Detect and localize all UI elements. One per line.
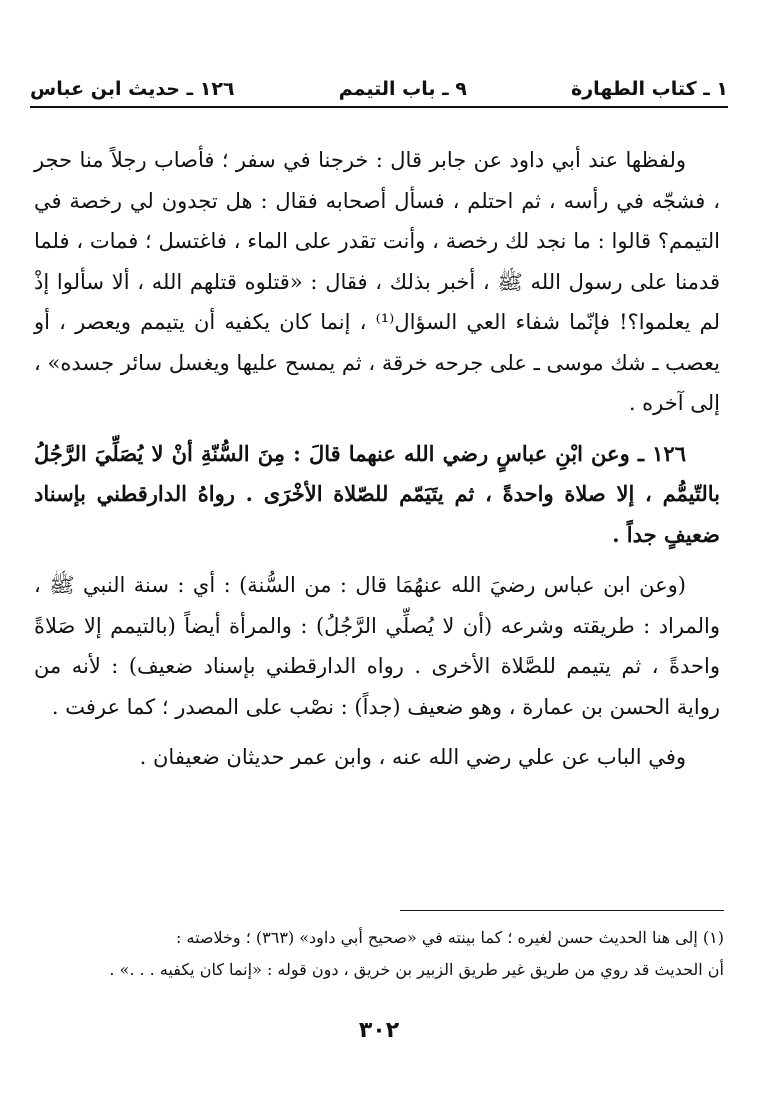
paragraph-hadith-126: ١٢٦ ـ وعن ابْنِ عباسٍ رضي الله عنهما قالَ : مِنَ السُّنّةِ أنْ لا يُصَلِّيَ الرَّجُلُ بالتّيمُّم ، إلا صلاة واحدةً ، ثم يتَيَمّم للصّلاة الأخْرَى . رواهُ الدارقطني بإسناد ضعيفٍ جداً . — [34, 440, 720, 547]
footnote-divider — [400, 910, 724, 911]
main-text — [34, 140, 720, 788]
paragraph-abu-dawud-version: ولفظها عند أبي داود عن جابر قال : خرجنا في سفر ؛ فأصاب رجلاً منا حجر ، فشجّه في رأسه ، ثم احتلم ، فسأل أصحابه فقال : هل تجدون لي رخصة في التيمم؟ قالوا : ما نجد لك رخصة ، وأنت تقدر على الماء ، فاغتسل ؛ فمات ، فلما قدمنا على رسول الله ﷺ ، أخبر بذلك ، فقال : «قتلوه قتلهم الله ، ألا سألوا إذْ لم يعلموا؟! فإنّما شفاء العي السؤال⁽¹⁾ ، إنما كان يكفيه أن يتيمم ويعصر ، أو يعصب ـ شك موسى ـ على جرحه خرقة ، ثم يمسح عليها ويغسل سائر جسده» ، إلى آخره . — [34, 148, 720, 415]
running-header — [30, 60, 728, 108]
header-book-title: ١ ـ كتاب الطهارة — [571, 78, 728, 100]
footnote-line-1: (١) إلى هنا الحديث حسن لغيره ؛ كما بينته في «صحيح أبي داود» (٣٦٣) ؛ وخلاصته : — [176, 928, 724, 947]
page-number: ٣٠٢ — [358, 1018, 400, 1043]
footnotes — [34, 922, 724, 986]
paragraph-commentary: (وعن ابن عباس رضيَ الله عنهُمَا قال : من السُّنة) : أي : سنة النبي ﷺ ، والمراد : طريقته وشرعه (أن لا يُصلِّي الرَّجُلُ) : والمرأة أيضاً (بالتيمم إلا صَلاةً واحدةً ، ثم يتيمم للصَّلاة الأخرى . رواه الدارقطني بإسناد ضعيف) : لأنه من رواية الحسن بن عمارة ، وهو ضعيف (جداً) : نصْب على المصدر ؛ كما عرفت . — [34, 573, 720, 719]
header-hadith-title: ١٢٦ ـ حديث ابن عباس — [30, 78, 235, 100]
paragraph-other-narrations: وفي الباب عن علي رضي الله عنه ، وابن عمر حديثان ضعيفان . — [139, 745, 686, 769]
footnote-line-2: أن الحديث قد روي من طريق غير طريق الزبير بن خريق ، دون قوله : «إنما كان يكفيه . . .» . — [109, 960, 724, 979]
header-chapter-title: ٩ ـ باب التيمم — [338, 78, 467, 100]
